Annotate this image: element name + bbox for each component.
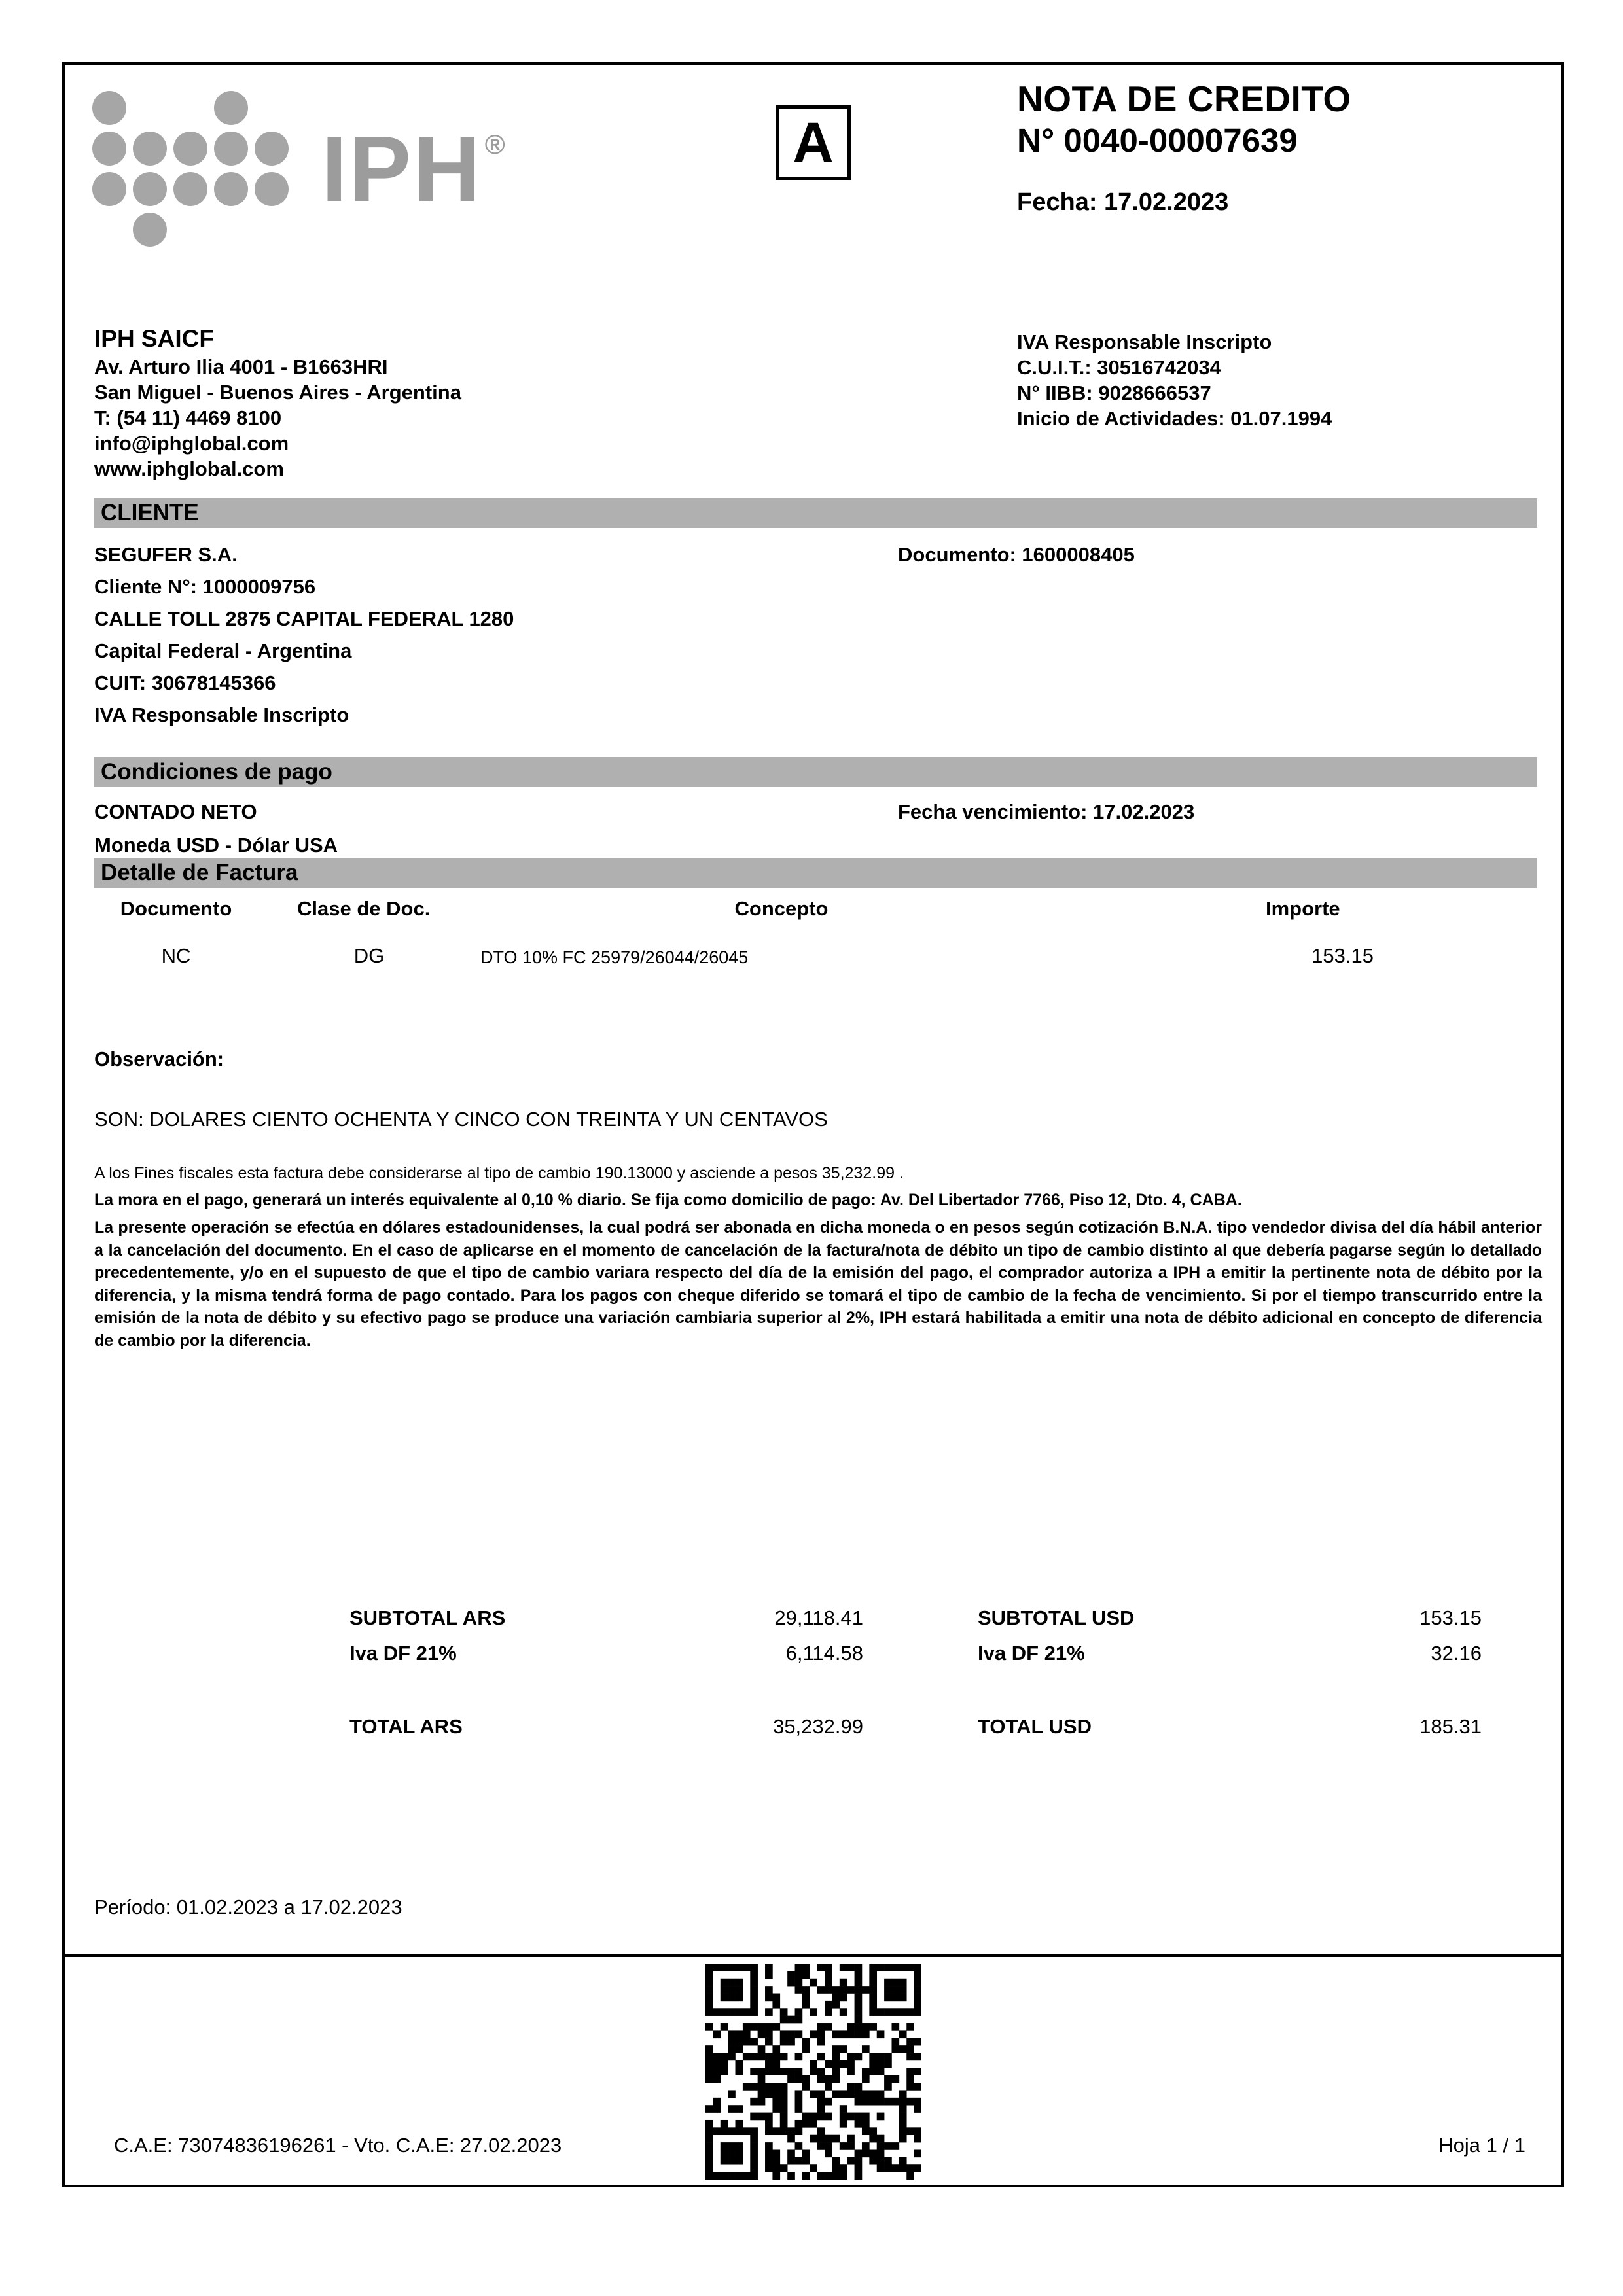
fiscal-exchange-note: A los Fines fiscales esta factura debe considerarse al tipo de cambio 190.13000 y asciende a pesos 35,232.99 . [94,1164,904,1182]
document-type-title: NOTA DE CREDITO [1017,79,1351,119]
invoice-letter: A [793,111,834,174]
total-usd-value: 185.31 [1419,1715,1482,1738]
cliente-section-header: CLIENTE [94,498,1537,528]
subtotal-usd-value: 153.15 [1419,1606,1482,1629]
amount-in-words: SON: DOLARES CIENTO OCHENTA Y CINCO CON TREINTA Y UN CENTAVOS [94,1108,828,1131]
document-frame [62,62,1564,2187]
detalle-section-header: Detalle de Factura [94,858,1537,888]
table-row [94,944,1537,972]
column-header-clase: Clase de Doc. [297,897,431,920]
client-city: Capital Federal - Argentina [94,639,352,662]
currency: Moneda USD - Dólar USA [94,834,338,857]
issuer-email: info@iphglobal.com [94,432,289,455]
cae-info: C.A.E: 73074836196261 - Vto. C.A.E: 27.02.2023 [114,2134,562,2157]
iph-logo-text [321,117,507,221]
issuer-activity-start: Inicio de Actividades: 01.07.1994 [1017,407,1332,430]
client-cuit: CUIT: 30678145366 [94,671,276,694]
cell-clase: DG [353,944,385,967]
payment-conditions [94,795,1537,862]
column-header-importe: Importe [1266,897,1340,920]
cell-documento: NC [161,944,191,967]
page-number: Hoja 1 / 1 [1438,2134,1525,2157]
totals-section [94,1606,1537,1763]
issuer-address-line: San Miguel - Buenos Aires - Argentina [94,381,461,404]
late-payment-note: La mora en el pago, generará un interés equivalente al 0,10 % diario. Se fija como domicilio de pago: Av. Del Libertador 7766, Piso 12, Dto. 4, CABA. [94,1191,1242,1209]
invoice-letter-box [776,105,851,180]
document-number: N° 0040-00007639 [1017,122,1298,159]
subtotal-ars-value: 29,118.41 [774,1606,863,1629]
client-name-row [94,539,1537,571]
column-header-concepto: Concepto [734,897,829,920]
client-number: Cliente N°: 1000009756 [94,575,316,598]
qr-code [705,1964,921,2180]
document-date: Fecha: 17.02.2023 [1017,188,1229,216]
issuer-info [94,324,461,482]
client-documento: Documento: 1600008405 [898,543,1135,566]
issuer-iibb: N° IIBB: 9028666537 [1017,381,1211,404]
observation-label: Observación: [94,1048,224,1070]
issuer-address-line: Av. Arturo Ilia 4001 - B1663HRI [94,355,388,378]
iva-ars-value: 6,114.58 [785,1642,863,1665]
total-usd-label: TOTAL USD [978,1715,1092,1738]
iva-usd-label: Iva DF 21% [978,1642,1085,1665]
iph-logo [91,90,507,249]
invoice-table-header [94,897,1537,925]
iph-logo-wordmark: IPH [321,117,482,221]
due-date: Fecha vencimiento: 17.02.2023 [898,800,1195,823]
subtotal-ars-label: SUBTOTAL ARS [349,1606,506,1629]
registered-trademark-icon: ® [484,129,507,160]
issuer-iva-condition: IVA Responsable Inscripto [1017,330,1272,353]
iph-logo-dots-icon [91,90,294,249]
client-address: CALLE TOLL 2875 CAPITAL FEDERAL 1280 [94,607,514,630]
legal-terms-paragraph: La presente operación se efectúa en dólares estadounidenses, la cual podrá ser abonada en dicha moneda o en pesos según cotización B.N.A. tipo vendedor divisa del día hábil anterior a la cancelación del documento. En el caso de aplicarse en el momento de cancelación de la factura/nota de débito un tipo de cambio distinto al que debería pagarse según lo detallado precedentemente, y/o en el supuesto de que el tipo de cambio variara respecto del día de la emisión del pago, el comprador autoriza a IPH a emitir la pertinente nota de débito por la diferencia, y la misma tendrá forma de pago contado. Para los pagos con cheque diferido se tomará el tipo de cambio de la fecha de vencimiento. Si por el tiempo transcurrido entre la emisión de la nota de débito y su efectivo pago se produce una variación cambiaria superior al 2%, IPH estará habilitada a emitir una nota de débito adicional en concepto de diferencia de cambio por la diferencia. [94,1218,1542,1350]
issuer-cuit: C.U.I.T.: 30516742034 [1017,356,1221,379]
document-header-info [1017,78,1351,217]
cell-concepto: DTO 10% FC 25979/26044/26045 [480,947,749,967]
condiciones-section-header: Condiciones de pago [94,757,1537,787]
total-ars-value: 35,232.99 [773,1715,863,1738]
issuer-fiscal-info [1017,329,1332,431]
total-ars-label: TOTAL ARS [349,1715,463,1738]
billing-period: Período: 01.02.2023 a 17.02.2023 [94,1896,402,1918]
cell-importe: 153.15 [1311,944,1374,967]
client-name: SEGUFER S.A. [94,543,238,566]
payment-terms: CONTADO NETO [94,800,257,823]
issuer-website: www.iphglobal.com [94,457,284,480]
subtotal-usd-label: SUBTOTAL USD [978,1606,1135,1629]
payment-terms-row [94,795,1537,828]
issuer-name: IPH SAICF [94,325,214,352]
client-info [94,539,1537,731]
issuer-phone: T: (54 11) 4469 8100 [94,406,282,429]
footer-divider [65,1954,1561,1957]
client-iva-condition: IVA Responsable Inscripto [94,703,349,726]
iva-ars-label: Iva DF 21% [349,1642,457,1665]
column-header-documento: Documento [120,897,232,920]
iva-usd-value: 32.16 [1431,1642,1482,1665]
